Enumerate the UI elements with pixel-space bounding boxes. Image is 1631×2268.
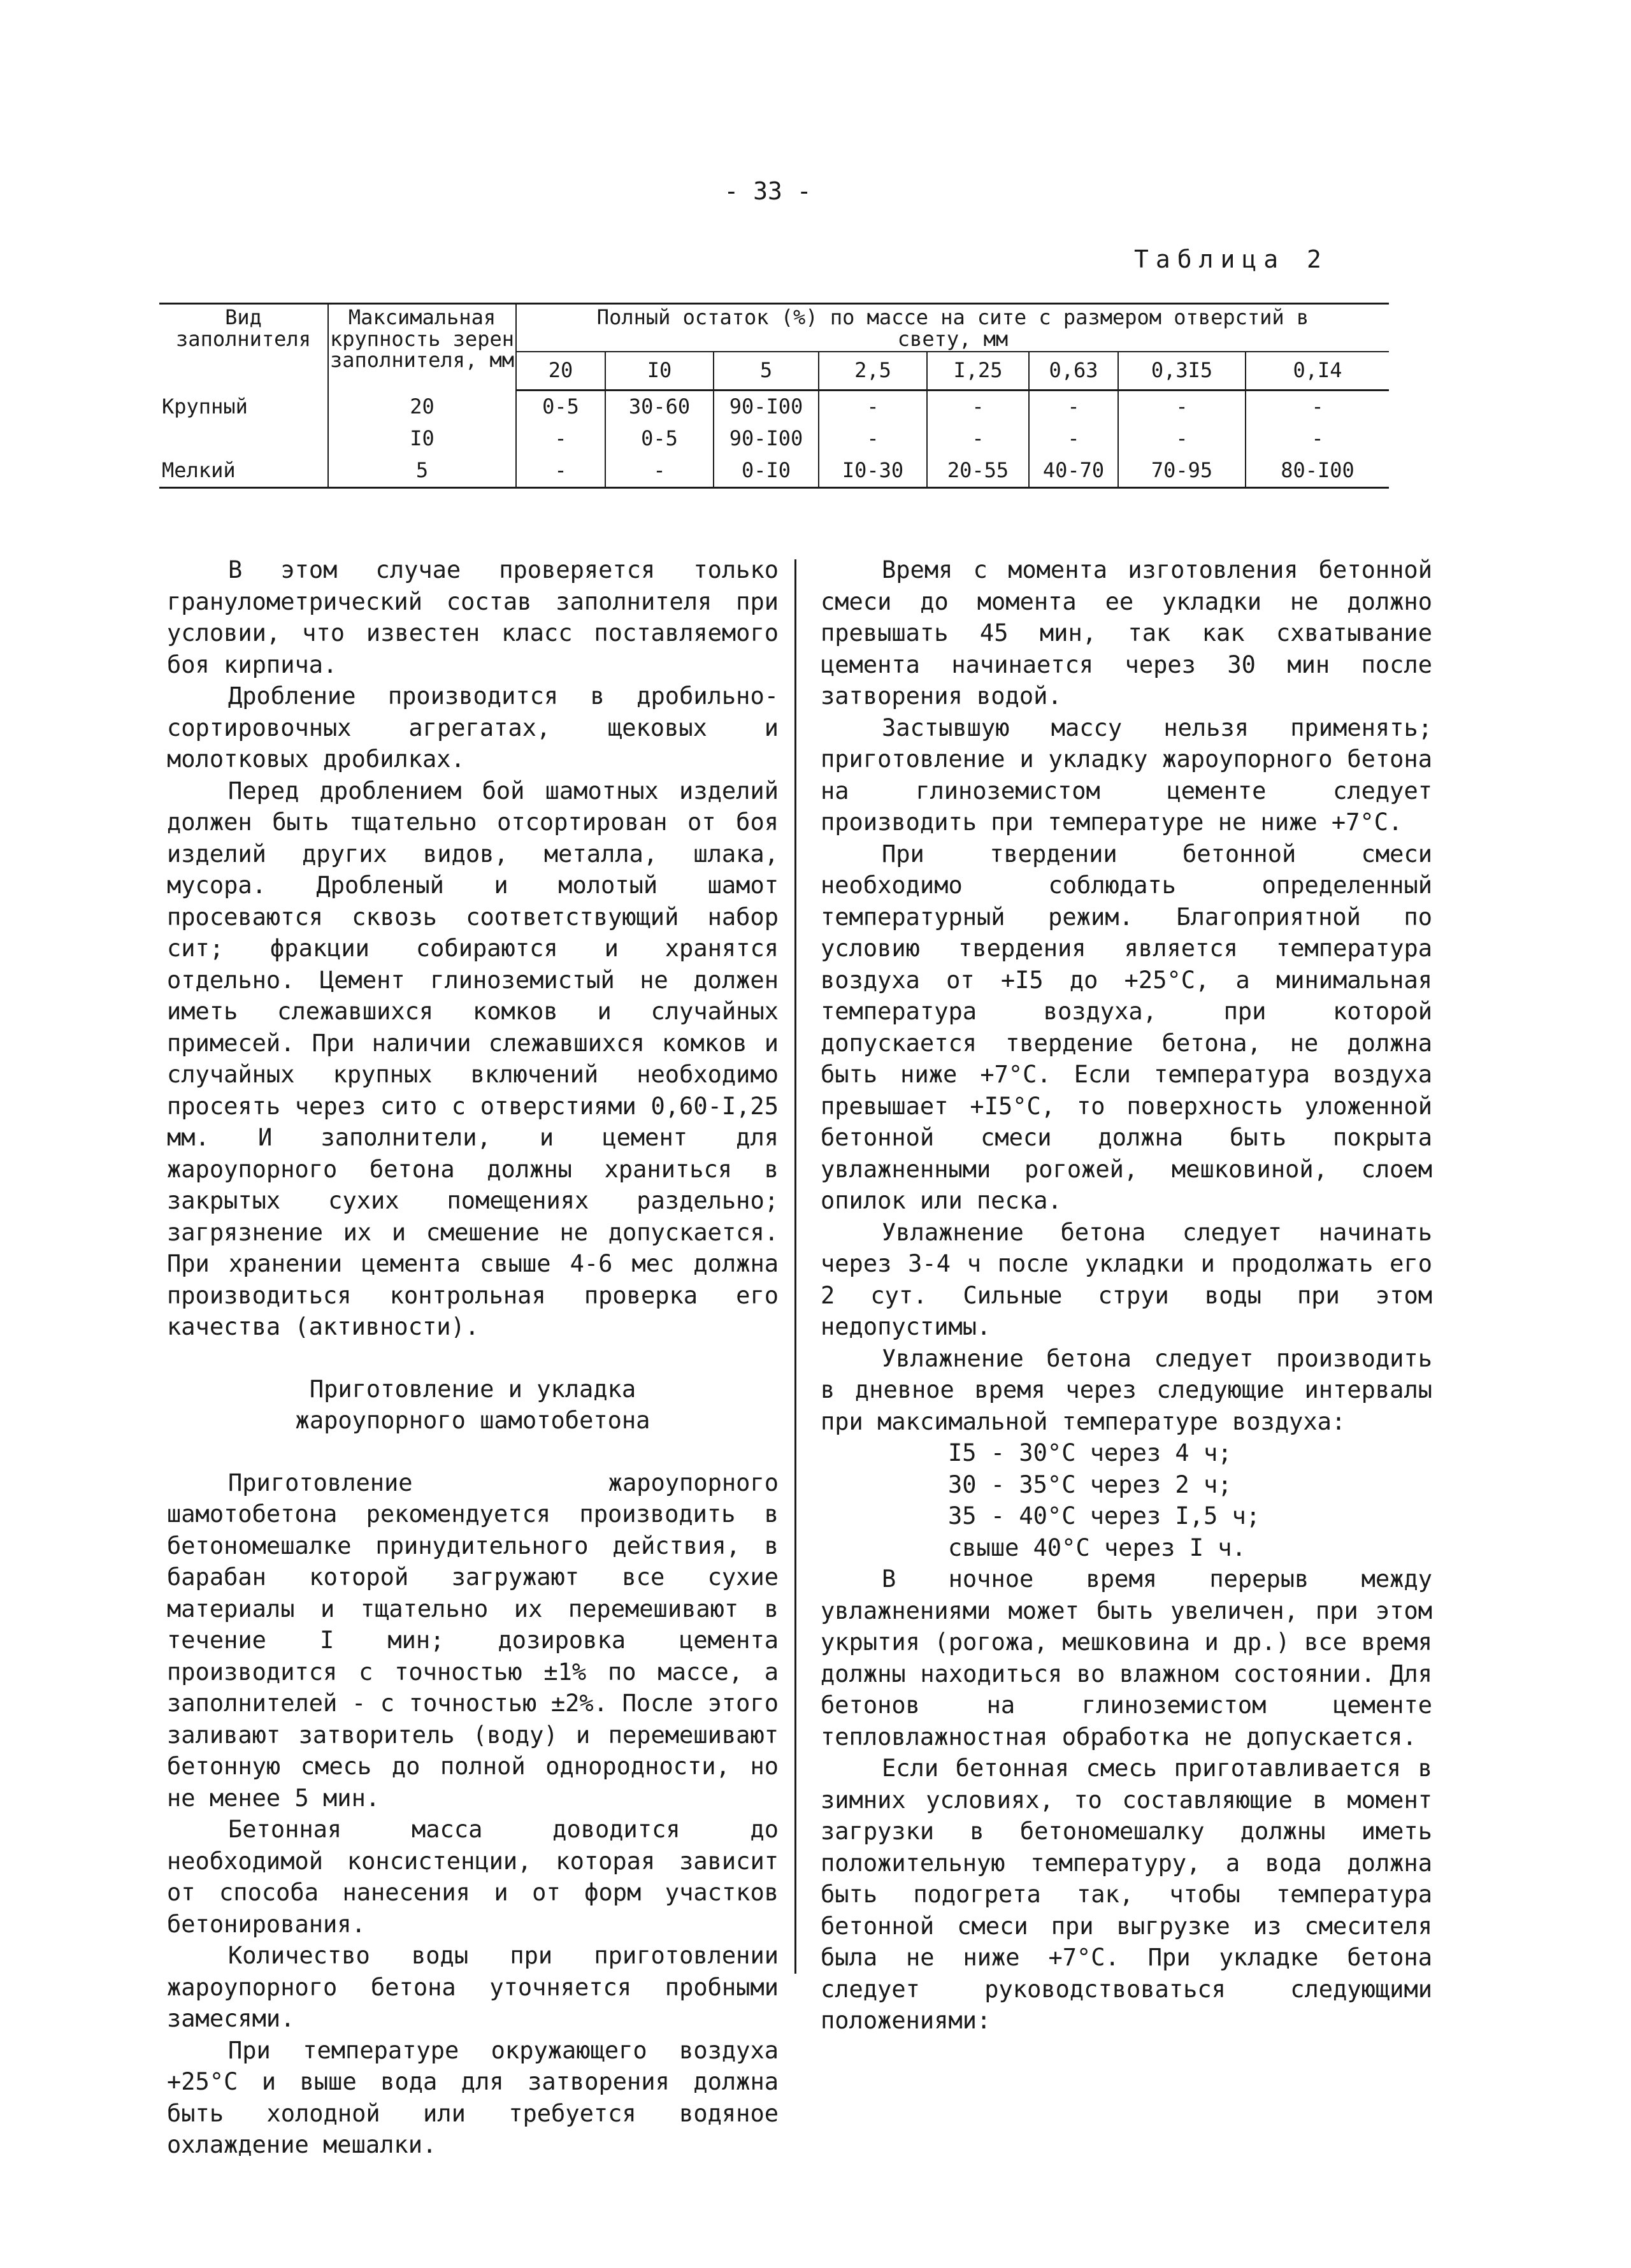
sieve-0-14: 0,I4 xyxy=(1246,352,1389,391)
paragraph: Бетонная масса доводится до необходимой консистенции, которая зависит от способа нанесения и от форм участков бетонирования. xyxy=(167,1816,779,1938)
residue-cell: - xyxy=(605,455,714,488)
aggregate-type: Крупный xyxy=(162,394,248,419)
paragraph: Приготовление жароупорного шамотобетона рекомендуется производить в бетономешалке принудительного действия, в барабан которой загружают все сухие материалы и тщательно их перемешивают в течение I мин; дозировка цемента производится с точностью ±1% по массе, а заполнителей - с точностью ±2%. После этого заливают затворитель (воду) и перемешивают бетонную смесь до полной однородности, но не менее 5 мин. xyxy=(167,1468,779,1812)
right-text-column xyxy=(821,554,1432,2037)
grain-size: 5 xyxy=(328,455,516,488)
residue-cell: - xyxy=(819,423,927,455)
left-text-column xyxy=(167,554,779,2161)
header-aggregate-type: Вид заполнителя xyxy=(159,304,328,391)
residue-cell: - xyxy=(1029,423,1118,455)
paragraph: Перед дроблением бой шамотных изделий должен быть тщательно отсортирован от боя изделий других видов, металла, шлака, мусора. Дробленый и молотый шамот просеваются сквозь соответствующий набор сит; фракции собираются и хранятся отдельно. Цемент глиноземистый не должен иметь слежавшихся комков и случайных примесей. При наличии слежавшихся комков и случайных крупных включений необходимо просеять через сито с отверстиями 0,60-I,25 мм. И заполнители, и цемент для жароупорного бетона должны храниться в закрытых сухих помещениях раздельно; загрязнение их и смешение не допускается. При хранении цемента свыше 4-6 мес должна производиться контрольная проверка его качества (активности). xyxy=(167,777,779,1340)
residue-cell: 0-5 xyxy=(605,423,714,455)
page-number: - 33 - xyxy=(724,177,812,205)
paragraph: При температуре окружающего воздуха +25°С и выше вода для затворения должна быть холодной или требуется водяное охлаждение мешалки. xyxy=(167,2036,779,2158)
table-row xyxy=(159,391,1389,424)
aggregate-grading-table xyxy=(159,303,1389,489)
residue-cell: 30-60 xyxy=(605,391,714,424)
paragraph: При твердении бетонной смеси необходимо соблюдать определенный температурный режим. Благоприятной по условию твердения является температура воздуха от +I5 до +25°С, а минимальная температура воздуха, при которой допускается твердение бетона, не должна быть ниже +7°С. Если температура воздуха превышает +I5°С, то поверхность уложенной бетонной смеси должна быть покрыта увлажненными рогожей, мешковиной, слоем опилок или песка. xyxy=(821,840,1432,1214)
sieve-0-315: 0,3I5 xyxy=(1118,352,1246,391)
column-divider xyxy=(794,559,796,1974)
paragraph: Увлажнение бетона следует производить в дневное время через следующие интервалы при максимальной температуре воздуха: xyxy=(821,1344,1432,1435)
table-row xyxy=(159,423,1389,455)
residue-cell: - xyxy=(819,391,927,424)
residue-cell: - xyxy=(1118,423,1246,455)
residue-cell: - xyxy=(516,455,605,488)
residue-cell: - xyxy=(1246,423,1389,455)
aggregate-type: Мелкий xyxy=(159,455,328,488)
residue-cell: I0-30 xyxy=(819,455,927,488)
sieve-5: 5 xyxy=(714,352,819,391)
schedule-line: свыше 40°С через I ч. xyxy=(948,1533,1246,1561)
aggregate-type xyxy=(159,423,328,455)
sieve-1-25: I,25 xyxy=(927,352,1029,391)
schedule-line: 35 - 40°С через I,5 ч; xyxy=(948,1502,1261,1530)
residue-cell: 80-I00 xyxy=(1246,455,1389,488)
schedule-line: 30 - 35°С через 2 ч; xyxy=(948,1470,1232,1498)
paragraph: Время с момента изготовления бетонной смеси до момента ее укладки не должно превышать 45 мин, так как схватывание цемента начинается через 30 мин после затворения водой. xyxy=(821,556,1432,710)
paragraph: Количество воды при приготовлении жароупорного бетона уточняется пробными замесями. xyxy=(167,1942,779,2032)
residue-cell: 0-5 xyxy=(516,391,605,424)
schedule-line: I5 - 30°С через 4 ч; xyxy=(948,1439,1232,1467)
grain-size: 20 xyxy=(328,391,516,424)
header-sieve-residue: Полный остаток (%) по массе на сите с размером отверстий в свету, мм xyxy=(516,304,1389,352)
section-heading: жароупорного шамотобетона xyxy=(295,1407,650,1434)
section-heading: Приготовление и укладка xyxy=(309,1375,636,1403)
residue-cell: 20-55 xyxy=(927,455,1029,488)
table-caption: Таблица 2 xyxy=(1134,245,1328,273)
residue-cell: 90-I00 xyxy=(714,423,819,455)
residue-cell: 70-95 xyxy=(1118,455,1246,488)
paragraph: Если бетонная смесь приготавливается в зимних условиях, то составляющие в момент загрузки в бетономешалку должны иметь положительную температуру, а вода должна быть подогрета так, чтобы температура бетонной смеси при выгрузке из смесителя была не ниже +7°С. При укладке бетона следует руководствоваться следующими положениями: xyxy=(821,1755,1432,2034)
residue-cell: 0-I0 xyxy=(714,455,819,488)
residue-cell: - xyxy=(1246,391,1389,424)
residue-cell: 90-I00 xyxy=(714,391,819,424)
grain-size: I0 xyxy=(328,423,516,455)
paragraph: В этом случае проверяется только гранулометрический состав заполнителя при условии, что известен класс поставляемого боя кирпича. xyxy=(167,556,779,678)
residue-cell: - xyxy=(927,423,1029,455)
sieve-20: 20 xyxy=(516,352,605,391)
residue-cell: - xyxy=(1118,391,1246,424)
paragraph: Дробление производится в дробильно-сортировочных агрегатах, щековых и молотковых дробилках. xyxy=(167,682,779,773)
paragraph: Увлажнение бетона следует начинать через 3-4 ч после укладки и продолжать его 2 сут. Сильные струи воды при этом недопустимы. xyxy=(821,1218,1432,1340)
paragraph: В ночное время перерыв между увлажнениями может быть увеличен, при этом укрытия (рогожа, мешковина и др.) все время должны находиться во влажном состоянии. Для бетонов на глиноземистом цементе тепловлажностная обработка не допускается. xyxy=(821,1565,1432,1751)
table-row xyxy=(159,455,1389,488)
header-max-grain-size: Максимальная крупность зерен заполнителя, мм xyxy=(328,304,516,391)
residue-cell: 40-70 xyxy=(1029,455,1118,488)
paragraph: Застывшую массу нельзя применять; приготовление и укладку жароупорного бетона на глиноземистом цементе следует производить при температуре не ниже +7°С. xyxy=(821,714,1432,836)
sieve-2-5: 2,5 xyxy=(819,352,927,391)
residue-cell: - xyxy=(1029,391,1118,424)
sieve-10: I0 xyxy=(605,352,714,391)
sieve-0-63: 0,63 xyxy=(1029,352,1118,391)
residue-cell: - xyxy=(516,423,605,455)
residue-cell: - xyxy=(927,391,1029,424)
